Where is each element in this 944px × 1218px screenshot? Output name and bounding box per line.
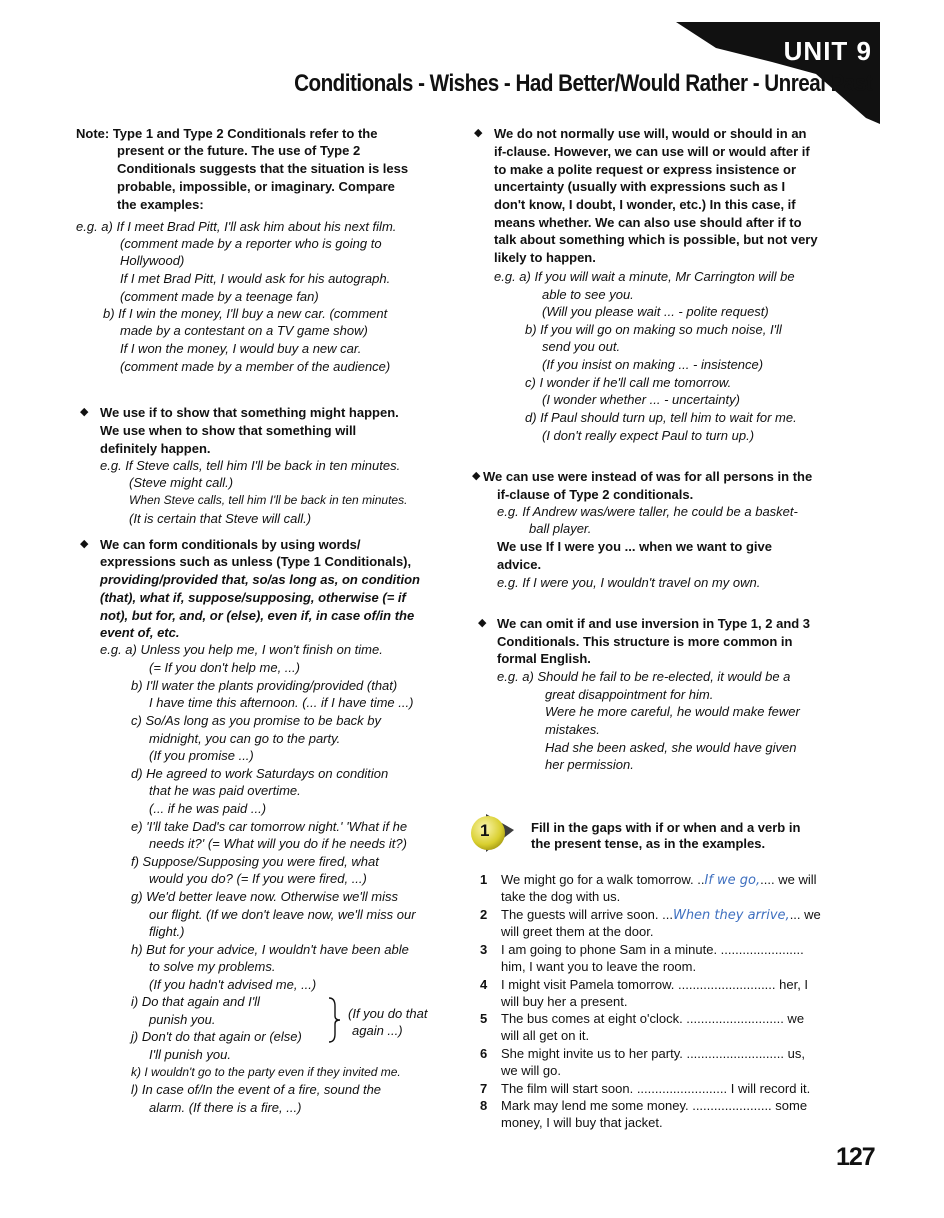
example-line: her permission. bbox=[545, 757, 634, 772]
example-line: h) But for your advice, I wouldn't have been able bbox=[131, 942, 409, 957]
example-line: b) If you will go on making so much noise, I'll bbox=[525, 322, 782, 337]
exercise-item-line: we will go. bbox=[501, 1063, 561, 1078]
rule-line: advice. bbox=[497, 557, 542, 572]
exercise-instruction: the present tense, as in the examples. bbox=[531, 836, 766, 851]
exercise-item-line bbox=[501, 1097, 807, 1114]
exercise-item-number: 7 bbox=[480, 1081, 488, 1096]
rule-line: don't know, I doubt, I wonder, etc.) In this case, if bbox=[494, 197, 796, 212]
example-line: I'll punish you. bbox=[149, 1047, 231, 1062]
exercise-item-text: We might go for a walk tomorrow. .. bbox=[501, 872, 705, 887]
rule-line: talk about something which is possible, but not very bbox=[494, 232, 818, 247]
rule-line: Conditionals. This structure is more common in bbox=[497, 634, 793, 649]
rule-line: if-clause. However, we can use will or would after if bbox=[494, 144, 810, 159]
example-line: Hollywood) bbox=[120, 253, 185, 268]
exercise-item-number: 2 bbox=[480, 907, 488, 922]
example-line: f) Suppose/Supposing you were fired, what bbox=[131, 854, 379, 869]
example-line: alarm. (If there is a fire, ...) bbox=[149, 1100, 302, 1115]
exercise-item-line bbox=[501, 906, 821, 924]
exercise-item-number: 6 bbox=[480, 1046, 488, 1061]
example-line: When Steve calls, tell him I'll be back in ten minutes. bbox=[129, 493, 408, 507]
example-line: j) Don't do that again or (else) bbox=[131, 1029, 302, 1044]
example-line: I have time this afternoon. (... if I have time ...) bbox=[149, 695, 414, 710]
example-line: that he was paid overtime. bbox=[149, 783, 301, 798]
exercise-item-line bbox=[501, 976, 808, 993]
exercise-item-line bbox=[501, 1080, 810, 1097]
example-line: to solve my problems. bbox=[149, 959, 276, 974]
rule-line: formal English. bbox=[497, 651, 591, 666]
example-line: send you out. bbox=[542, 339, 621, 354]
example-line: d) If Paul should turn up, tell him to wait for me. bbox=[525, 410, 797, 425]
note-line: Conditionals suggests that the situation is less bbox=[117, 161, 409, 176]
exercise-item-line: will greet them at the door. bbox=[501, 924, 654, 939]
exercise-number: 1 bbox=[480, 821, 490, 840]
exercise-item-number: 8 bbox=[480, 1098, 488, 1113]
exercise-item-line: will all get on it. bbox=[501, 1028, 590, 1043]
example-line: (It is certain that Steve will call.) bbox=[129, 511, 312, 526]
exercise-item-line bbox=[501, 941, 804, 958]
exercise-answer[interactable]: If we go, bbox=[704, 873, 761, 888]
example-line: ball player. bbox=[529, 521, 592, 536]
rule-line: We use if to show that something might happen. bbox=[100, 405, 399, 420]
exercise-item-text: Mark may lend me some money. ...................... some bbox=[501, 1098, 808, 1113]
exercise-item-text: ... we bbox=[789, 907, 821, 922]
exercise-item-line bbox=[501, 871, 817, 889]
example-line: Were he more careful, he would make fewer bbox=[545, 704, 800, 719]
example-line: able to see you. bbox=[542, 287, 634, 302]
exercise-item-text: The bus comes at eight o'clock. ........................... we bbox=[501, 1011, 805, 1026]
example-line: mistakes. bbox=[545, 722, 600, 737]
bullet-icon: ◆ bbox=[472, 470, 481, 482]
example-line: our flight. (If we don't leave now, we'll miss our bbox=[149, 907, 416, 922]
example-line: (If you do that bbox=[348, 1006, 428, 1021]
rule-line: (that), what if, suppose/supposing, otherwise (= if bbox=[100, 590, 406, 605]
example-line: (I wonder whether ... - uncertainty) bbox=[542, 392, 740, 407]
example-line: e.g. a) If I meet Brad Pitt, I'll ask him about his next film. bbox=[76, 219, 397, 234]
example-line: b) I'll water the plants providing/provided (that) bbox=[131, 678, 398, 693]
example-line: (= If you don't help me, ...) bbox=[149, 660, 300, 675]
example-line: If I met Brad Pitt, I would ask for his autograph. bbox=[120, 271, 391, 286]
rule-line: if-clause of Type 2 conditionals. bbox=[497, 487, 694, 502]
note-line: the examples: bbox=[117, 197, 204, 212]
example-line: e.g. If I were you, I wouldn't travel on my own. bbox=[497, 575, 761, 590]
rule-line: likely to happen. bbox=[494, 250, 596, 265]
example-line: e.g. If Andrew was/were taller, he could be a basket- bbox=[497, 504, 798, 519]
rule-line: not), but for, and, or (else), even if, in case of/in the bbox=[100, 608, 415, 623]
exercise-item-number: 3 bbox=[480, 942, 488, 957]
example-line: (comment made by a reporter who is going to bbox=[120, 236, 382, 251]
exercise-item-line: will buy her a present. bbox=[501, 994, 628, 1009]
example-line: g) We'd better leave now. Otherwise we'll miss bbox=[131, 889, 398, 904]
example-line: k) I wouldn't go to the party even if they invited me. bbox=[131, 1065, 401, 1079]
exercise-item-text: I might visit Pamela tomorrow. ........................... her, I bbox=[501, 977, 809, 992]
rule-line: We use If I were you ... when we want to give bbox=[497, 539, 772, 554]
example-line: e) 'I'll take Dad's car tomorrow night.' 'What if he bbox=[131, 819, 408, 834]
bullet-icon: ◆ bbox=[80, 406, 89, 418]
exercise-item-line: money, I will buy that jacket. bbox=[501, 1115, 663, 1130]
rule-line: event of, etc. bbox=[100, 625, 180, 640]
note-line: present or the future. The use of Type 2 bbox=[117, 143, 361, 158]
example-line: (... if he was paid ...) bbox=[149, 801, 267, 816]
rule-line: definitely happen. bbox=[100, 441, 211, 456]
page-number: 127 bbox=[836, 1143, 875, 1171]
exercise-item-number: 1 bbox=[480, 872, 488, 887]
example-line: (I don't really expect Paul to turn up.) bbox=[542, 428, 755, 443]
example-line: punish you. bbox=[149, 1012, 216, 1027]
example-line: e.g. If Steve calls, tell him I'll be back in ten minutes. bbox=[100, 458, 401, 473]
example-line: d) He agreed to work Saturdays on condition bbox=[131, 766, 389, 781]
example-line: great disappointment for him. bbox=[545, 687, 714, 702]
exercise-item-line: him, I want you to leave the room. bbox=[501, 959, 697, 974]
note-line: Note: Type 1 and Type 2 Conditionals refer to the bbox=[76, 126, 378, 141]
brace-icon bbox=[326, 996, 344, 1044]
example-line: made by a contestant on a TV game show) bbox=[120, 323, 368, 338]
exercise-item-text: The guests will arrive soon. ... bbox=[501, 907, 673, 922]
example-line: midnight, you can go to the party. bbox=[149, 731, 341, 746]
example-line: (If you promise ...) bbox=[149, 748, 254, 763]
example-line: would you do? (= If you were fired, ...) bbox=[149, 871, 367, 886]
rule-line: providing/provided that, so/as long as, on condition bbox=[100, 572, 420, 587]
example-line: i) Do that again and I'll bbox=[131, 994, 260, 1009]
rule-line: to make a polite request or express insistence or bbox=[494, 162, 797, 177]
exercise-item-number: 4 bbox=[480, 977, 488, 992]
example-line: b) If I win the money, I'll buy a new car. (comment bbox=[103, 306, 388, 321]
rule-line: We can use were instead of was for all persons in the bbox=[483, 469, 813, 484]
bullet-icon: ◆ bbox=[478, 617, 487, 629]
rule-line: We do not normally use will, would or should in an bbox=[494, 126, 807, 141]
rule-line: We can omit if and use inversion in Type 1, 2 and 3 bbox=[497, 616, 811, 631]
example-line: (comment made by a member of the audience) bbox=[120, 359, 391, 374]
example-line: e.g. a) If you will wait a minute, Mr Carrington will be bbox=[494, 269, 795, 284]
example-line: (If you insist on making ... - insistence) bbox=[542, 357, 764, 372]
exercise-instruction: Fill in the gaps with if or when and a verb in bbox=[531, 820, 801, 835]
unit-label: UNIT 9 bbox=[783, 36, 872, 66]
example-line: (If you hadn't advised me, ...) bbox=[149, 977, 317, 992]
page-title: Conditionals - Wishes - Had Better/Would Rather - Unreal Past bbox=[293, 70, 872, 97]
note-line: probable, impossible, or imaginary. Compare bbox=[117, 179, 395, 194]
example-line: flight.) bbox=[149, 924, 185, 939]
exercise-answer[interactable]: When they arrive, bbox=[672, 908, 790, 923]
exercise-item-line: take the dog with us. bbox=[501, 889, 621, 904]
example-line: e.g. a) Should he fail to be re-elected, it would be a bbox=[497, 669, 791, 684]
exercise-item-text: The film will start soon. ......................... I will record it. bbox=[501, 1081, 811, 1096]
example-line: e.g. a) Unless you help me, I won't finish on time. bbox=[100, 642, 383, 657]
example-line: c) I wonder if he'll call me tomorrow. bbox=[525, 375, 732, 390]
rule-line: expressions such as unless (Type 1 Conditionals), bbox=[100, 554, 412, 569]
exercise-item-text: She might invite us to her party. ........................... us, bbox=[501, 1046, 805, 1061]
exercise-number-badge bbox=[466, 810, 524, 856]
example-line: Had she been asked, she would have given bbox=[545, 740, 797, 755]
example-line: again ...) bbox=[352, 1023, 403, 1038]
exercise-item-line bbox=[501, 1010, 804, 1027]
example-line: (Steve might call.) bbox=[129, 475, 234, 490]
example-line: (comment made by a teenage fan) bbox=[120, 289, 319, 304]
example-line: (Will you please wait ... - polite request) bbox=[542, 304, 769, 319]
example-line: needs it?' (= What will you do if he needs it?) bbox=[149, 836, 407, 851]
bullet-icon: ◆ bbox=[80, 538, 89, 550]
exercise-item-text: .... we will bbox=[760, 872, 817, 887]
exercise-item-line bbox=[501, 1045, 805, 1062]
rule-line: We can form conditionals by using words/ bbox=[100, 537, 361, 552]
rule-line: We use when to show that something will bbox=[100, 423, 357, 438]
rule-line: means whether. We can also use should after if to bbox=[494, 215, 802, 230]
example-line: l) In case of/In the event of a fire, sound the bbox=[131, 1082, 382, 1097]
rule-line: uncertainty (usually with expressions such as I bbox=[494, 179, 786, 194]
exercise-item-text: I am going to phone Sam in a minute. ....................... bbox=[501, 942, 804, 957]
example-line: If I won the money, I would buy a new car. bbox=[120, 341, 362, 356]
bullet-icon: ◆ bbox=[474, 127, 483, 139]
example-line: c) So/As long as you promise to be back by bbox=[131, 713, 382, 728]
exercise-item-number: 5 bbox=[480, 1011, 488, 1026]
